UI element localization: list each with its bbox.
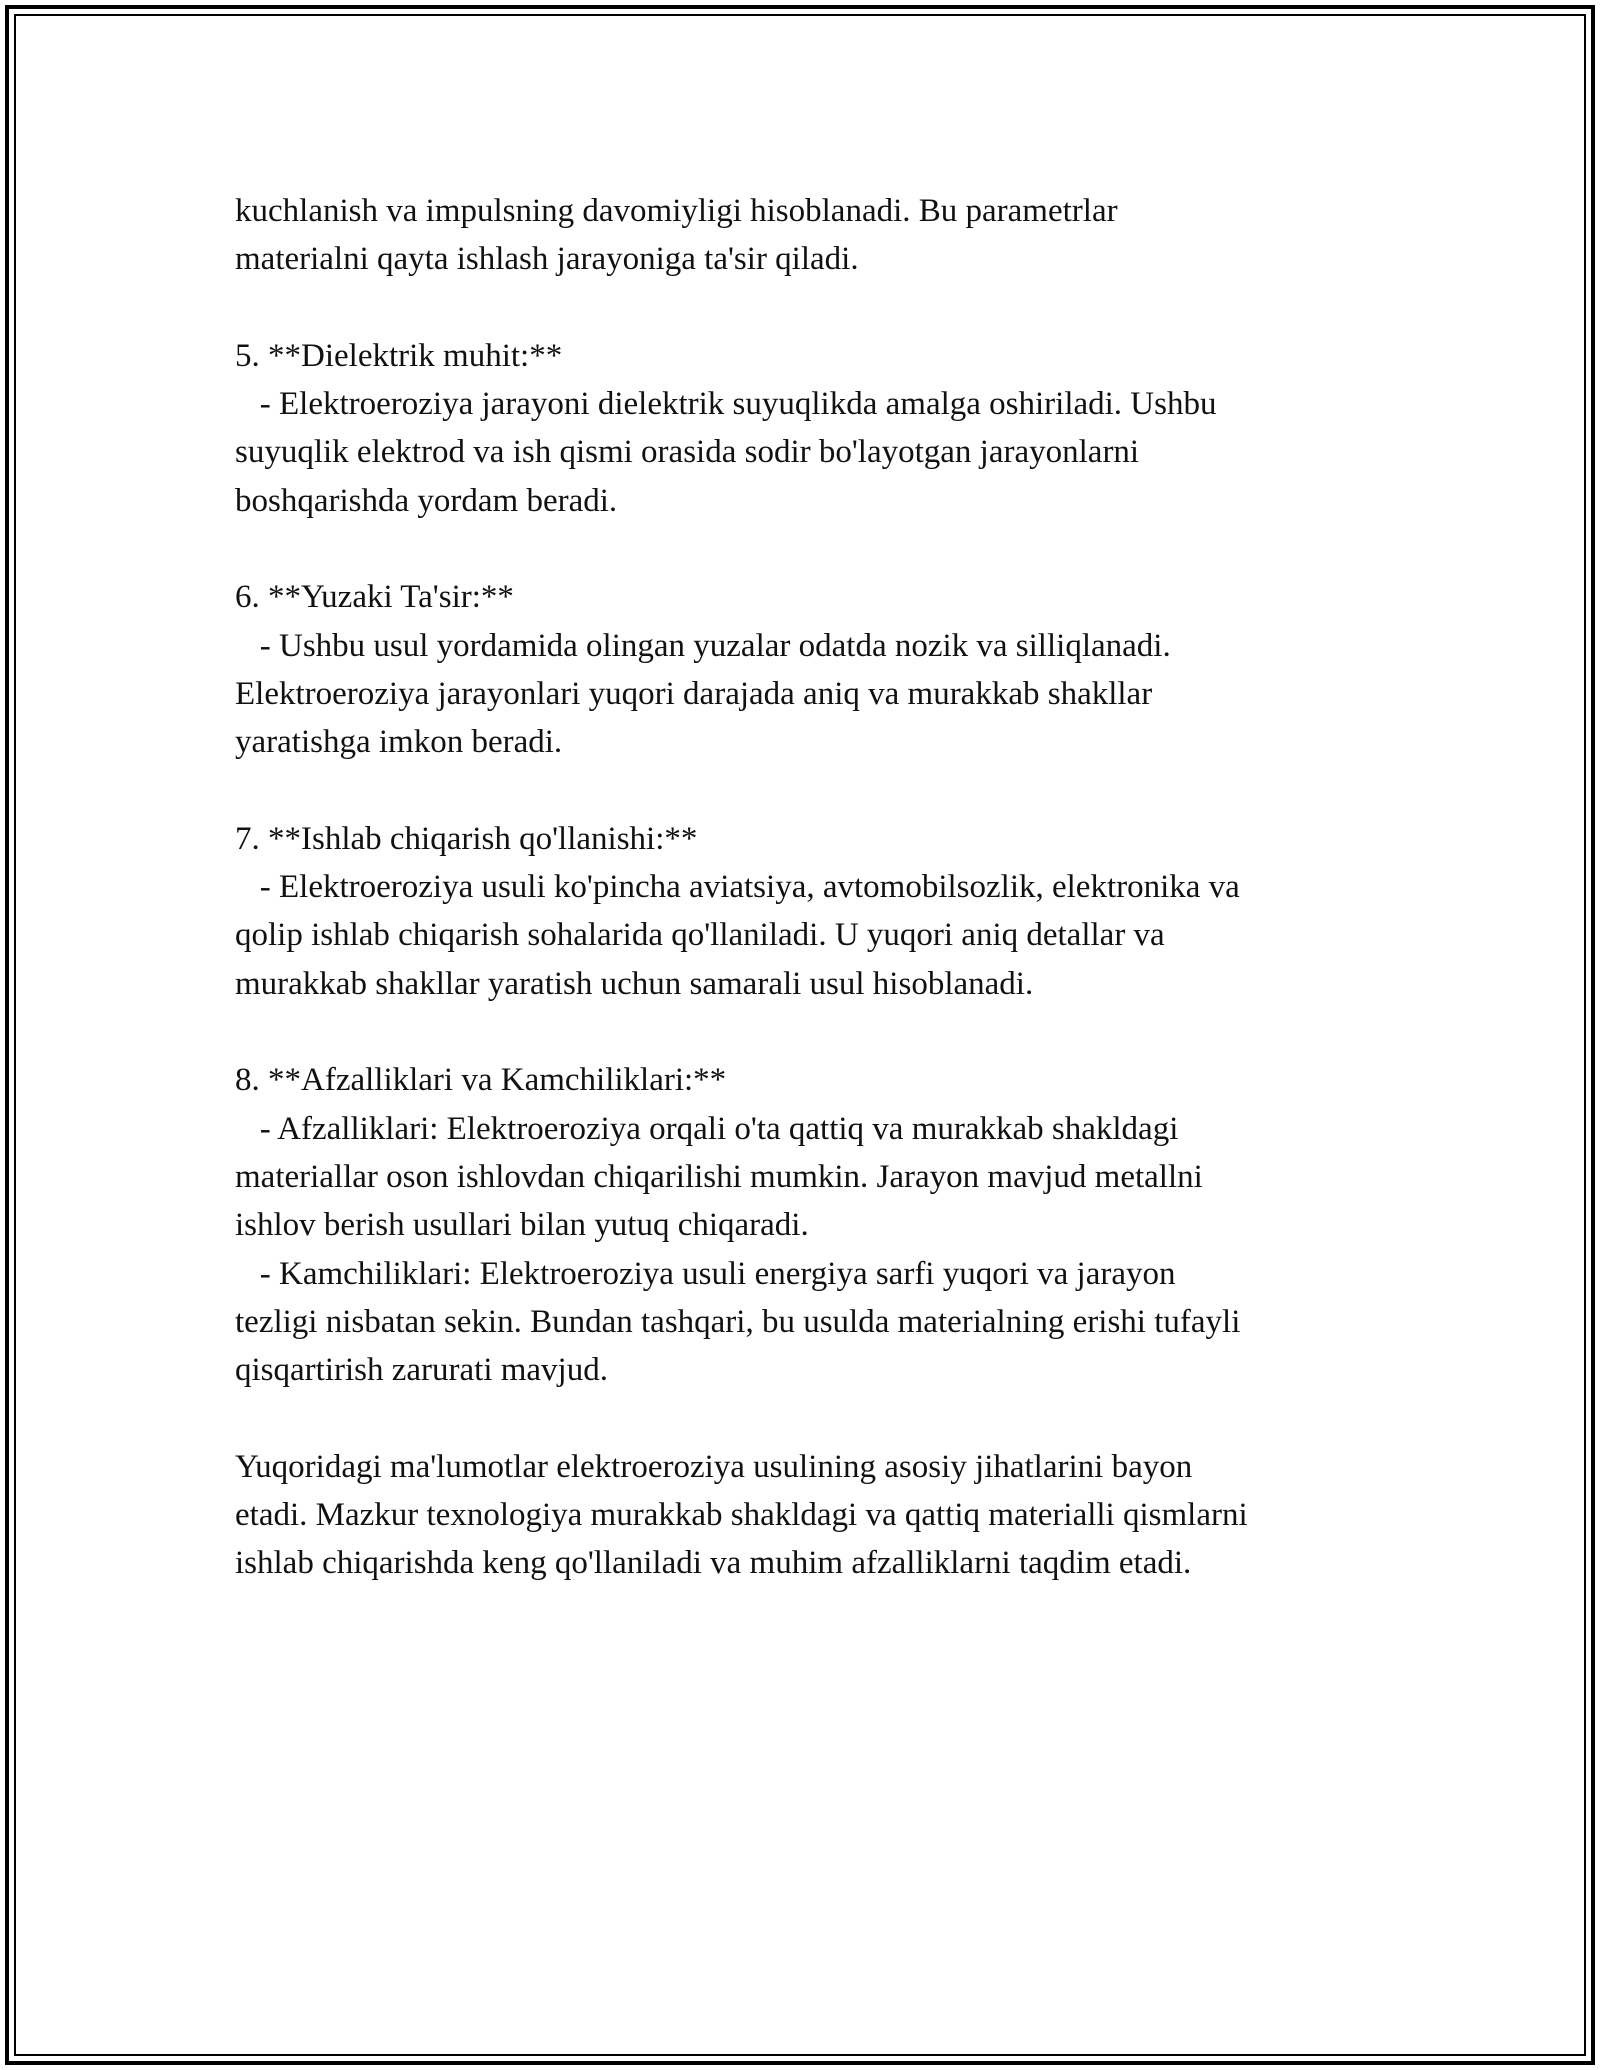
paragraph-gap bbox=[235, 1394, 1395, 1442]
section-8-afzalliklari bbox=[235, 1056, 1395, 1394]
text-line: suyuqlik elektrod va ish qismi orasida sodir bo'layotgan jarayonlarni bbox=[235, 434, 1140, 471]
section-heading: 6. **Yuzaki Ta'sir:** bbox=[235, 579, 514, 616]
text-line: - Elektroeroziya jarayoni dielektrik suyuqlikda amalga oshiriladi. Ushbu bbox=[235, 386, 1217, 423]
text-line: ishlab chiqarishda keng qo'llaniladi va muhim afzalliklarni taqdim etadi. bbox=[235, 1545, 1192, 1582]
section-6-yuzaki-tasir bbox=[235, 573, 1395, 766]
section-7-ishlab-chiqarish bbox=[235, 815, 1395, 1008]
text-line: - Ushbu usul yordamida olingan yuzalar odatda nozik va silliqlanadi. bbox=[235, 627, 1171, 664]
text-line: Yuqoridagi ma'lumotlar elektroeroziya usulining asosiy jihatlarini bayon bbox=[235, 1448, 1193, 1485]
paragraph-gap bbox=[235, 767, 1395, 815]
text-line: tezligi nisbatan sekin. Bundan tashqari, bu usulda materialning erishi tufayli bbox=[235, 1303, 1241, 1340]
text-line: - Afzalliklari: Elektroeroziya orqali o'ta qattiq va murakkab shakldagi bbox=[235, 1110, 1179, 1147]
paragraph-gap bbox=[235, 525, 1395, 573]
paragraph-gap bbox=[235, 1008, 1395, 1056]
section-5-dielektrik-muhit bbox=[235, 332, 1395, 525]
text-line: Elektroeroziya jarayonlari yuqori darajada aniq va murakkab shakllar bbox=[235, 675, 1153, 712]
text-line: qolip ishlab chiqarish sohalarida qo'llaniladi. U yuqori aniq detallar va bbox=[235, 917, 1165, 954]
text-line: etadi. Mazkur texnologiya murakkab shakldagi va qattiq materialli qismlarni bbox=[235, 1497, 1248, 1534]
text-line: materiallar oson ishlovdan chiqarilishi mumkin. Jarayon mavjud metallni bbox=[235, 1158, 1203, 1195]
conclusion-paragraph bbox=[235, 1443, 1395, 1588]
text-line: qisqartirish zarurati mavjud. bbox=[235, 1352, 608, 1389]
section-heading: 8. **Afzalliklari va Kamchiliklari:** bbox=[235, 1062, 727, 1099]
text-line: - Kamchiliklari: Elektroeroziya usuli energiya sarfi yuqori va jarayon bbox=[235, 1255, 1176, 1292]
paragraph-continuation bbox=[235, 187, 1395, 284]
text-line: - Elektroeroziya usuli ko'pincha aviatsiya, avtomobilsozlik, elektronika va bbox=[235, 869, 1240, 906]
text-line: ishlov berish usullari bilan yutuq chiqaradi. bbox=[235, 1207, 809, 1244]
document-body bbox=[235, 187, 1395, 1588]
section-heading: 5. **Dielektrik muhit:** bbox=[235, 337, 563, 374]
paragraph-gap bbox=[235, 284, 1395, 332]
text-line: boshqarishda yordam beradi. bbox=[235, 482, 618, 519]
text-line: materialni qayta ishlash jarayoniga ta'sir qiladi. bbox=[235, 241, 859, 278]
text-line: yaratishga imkon beradi. bbox=[235, 724, 563, 761]
text-line: kuchlanish va impulsning davomiyligi hisoblanadi. Bu parametrlar bbox=[235, 193, 1118, 229]
text-line: murakkab shakllar yaratish uchun samarali usul hisoblanadi. bbox=[235, 965, 1034, 1002]
section-heading: 7. **Ishlab chiqarish qo'llanishi:** bbox=[235, 820, 698, 857]
